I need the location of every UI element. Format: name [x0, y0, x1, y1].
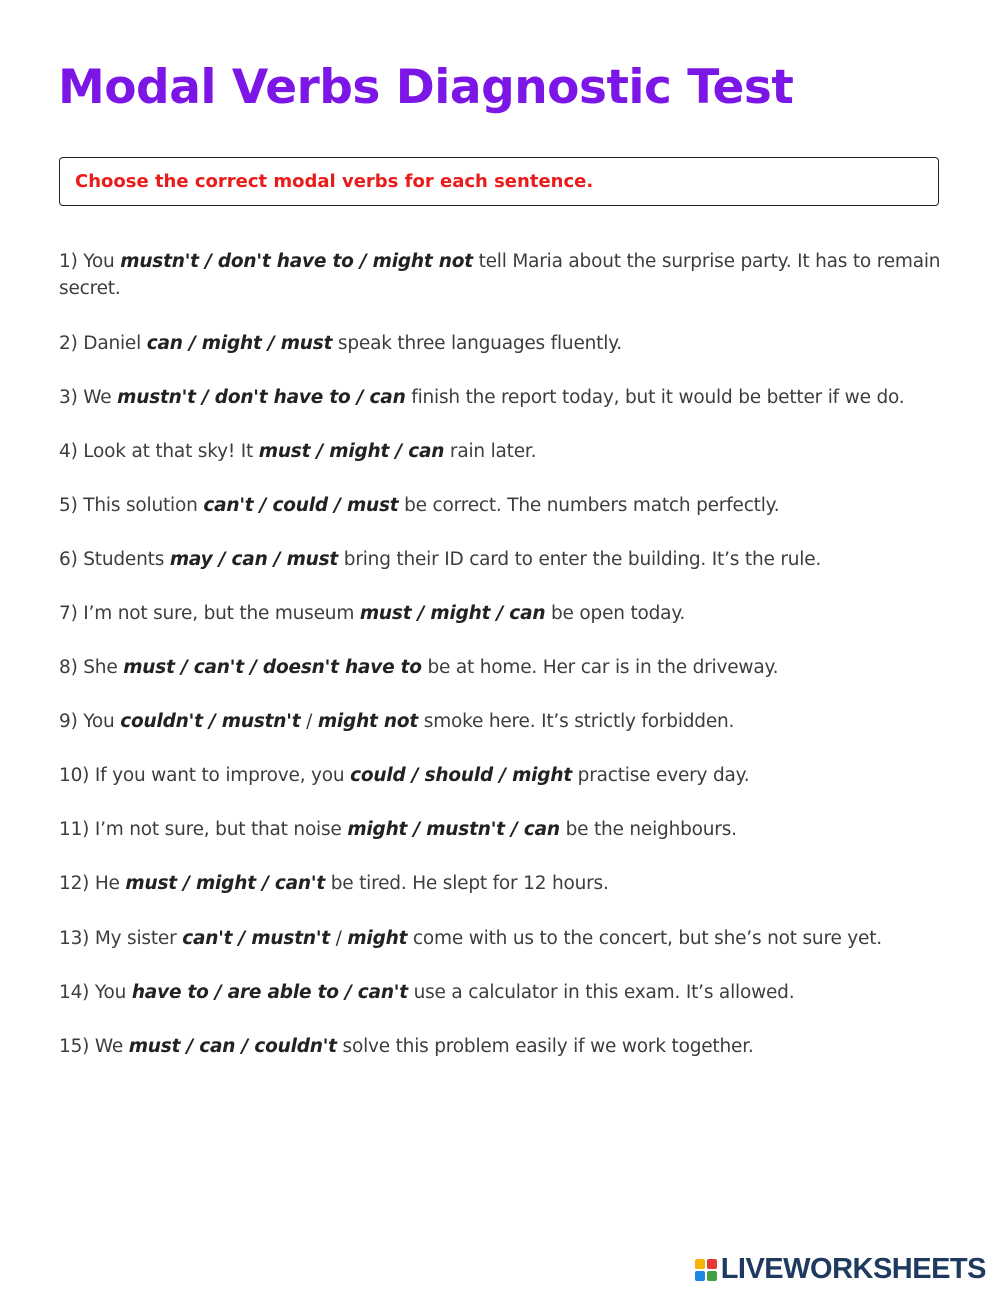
question-4 [59, 438, 949, 465]
question-15-options[interactable]: must / can / couldn't [128, 1036, 337, 1057]
question-3-end: finish the report today, but it would be better if we do. [411, 387, 905, 408]
question-13-separator: / [335, 928, 342, 949]
question-2 [59, 330, 949, 357]
question-13-end: come with us to the concert, but she’s not sure yet. [412, 928, 882, 949]
instruction-text: Choose the correct modal verbs for each sentence. [75, 171, 594, 192]
question-2-end: speak three languages fluently. [337, 333, 622, 354]
question-12 [59, 870, 949, 897]
question-4-end: rain later. [449, 441, 537, 462]
question-6-options[interactable]: may / can / must [169, 549, 339, 570]
question-12-start: 12) He [59, 873, 120, 894]
question-12-options[interactable]: must / might / can't [125, 873, 326, 894]
question-11 [59, 816, 949, 843]
question-13-options-extra[interactable]: might [347, 928, 408, 949]
question-10-start: 10) If you want to improve, you [59, 765, 345, 786]
question-6-end: bring their ID card to enter the building. It’s the rule. [343, 549, 822, 570]
question-5-end: be correct. The numbers match perfectly. [404, 495, 780, 516]
question-1 [59, 248, 949, 302]
question-3 [59, 384, 949, 411]
question-12-end: be tired. He slept for 12 hours. [330, 873, 609, 894]
question-7 [59, 600, 949, 627]
question-9-start: 9) You [59, 711, 115, 732]
question-8 [59, 654, 949, 681]
question-15 [59, 1033, 949, 1060]
question-5-options[interactable]: can't / could / must [203, 495, 399, 516]
question-14-start: 14) You [59, 982, 127, 1003]
question-1-start: 1) You [59, 251, 115, 272]
question-8-start: 8) She [59, 657, 118, 678]
question-10 [59, 762, 949, 789]
question-15-start: 15) We [59, 1036, 124, 1057]
liveworksheets-logo [695, 1253, 986, 1286]
question-7-start: 7) I’m not sure, but the museum [59, 603, 355, 624]
liveworksheets-logo-icon [695, 1259, 717, 1281]
question-9-separator: / [306, 711, 313, 732]
question-11-options[interactable]: might / mustn't / can [347, 819, 560, 840]
question-14 [59, 979, 949, 1006]
question-8-end: be at home. Her car is in the driveway. [427, 657, 779, 678]
question-5-start: 5) This solution [59, 495, 198, 516]
logo-text: LIVEWORKSHEETS [720, 1253, 986, 1285]
question-10-options[interactable]: could / should / might [350, 765, 572, 786]
question-2-start: 2) Daniel [59, 333, 142, 354]
question-3-start: 3) We [59, 387, 112, 408]
question-13 [59, 925, 949, 952]
question-5 [59, 492, 949, 519]
instruction-box [59, 157, 939, 206]
page-title: Modal Verbs Diagnostic Test [58, 60, 794, 115]
question-9-end: smoke here. It’s strictly forbidden. [423, 711, 735, 732]
question-4-options[interactable]: must / might / can [258, 441, 445, 462]
question-9 [59, 708, 949, 735]
question-14-options[interactable]: have to / are able to / can't [131, 982, 408, 1003]
question-15-end: solve this problem easily if we work together. [342, 1036, 754, 1057]
question-8-options[interactable]: must / can't / doesn't have to [123, 657, 422, 678]
question-6-start: 6) Students [59, 549, 165, 570]
question-6 [59, 546, 949, 573]
question-9-options[interactable]: couldn't / mustn't [120, 711, 301, 732]
question-10-end: practise every day. [577, 765, 750, 786]
question-11-end: be the neighbours. [565, 819, 737, 840]
question-7-options[interactable]: must / might / can [359, 603, 546, 624]
question-2-options[interactable]: can / might / must [146, 333, 333, 354]
question-4-start: 4) Look at that sky! It [59, 441, 254, 462]
question-14-end: use a calculator in this exam. It’s allowed. [413, 982, 795, 1003]
question-13-options[interactable]: can't / mustn't [182, 928, 330, 949]
question-1-options[interactable]: mustn't / don't have to / might not [120, 251, 473, 272]
question-1-end: tell Maria about the surprise party. It has to remain secret. [59, 251, 941, 299]
question-9-options-extra[interactable]: might not [317, 711, 419, 732]
question-3-options[interactable]: mustn't / don't have to / can [117, 387, 406, 408]
question-7-end: be open today. [551, 603, 686, 624]
question-11-start: 11) I’m not sure, but that noise [59, 819, 342, 840]
question-13-start: 13) My sister [59, 928, 177, 949]
